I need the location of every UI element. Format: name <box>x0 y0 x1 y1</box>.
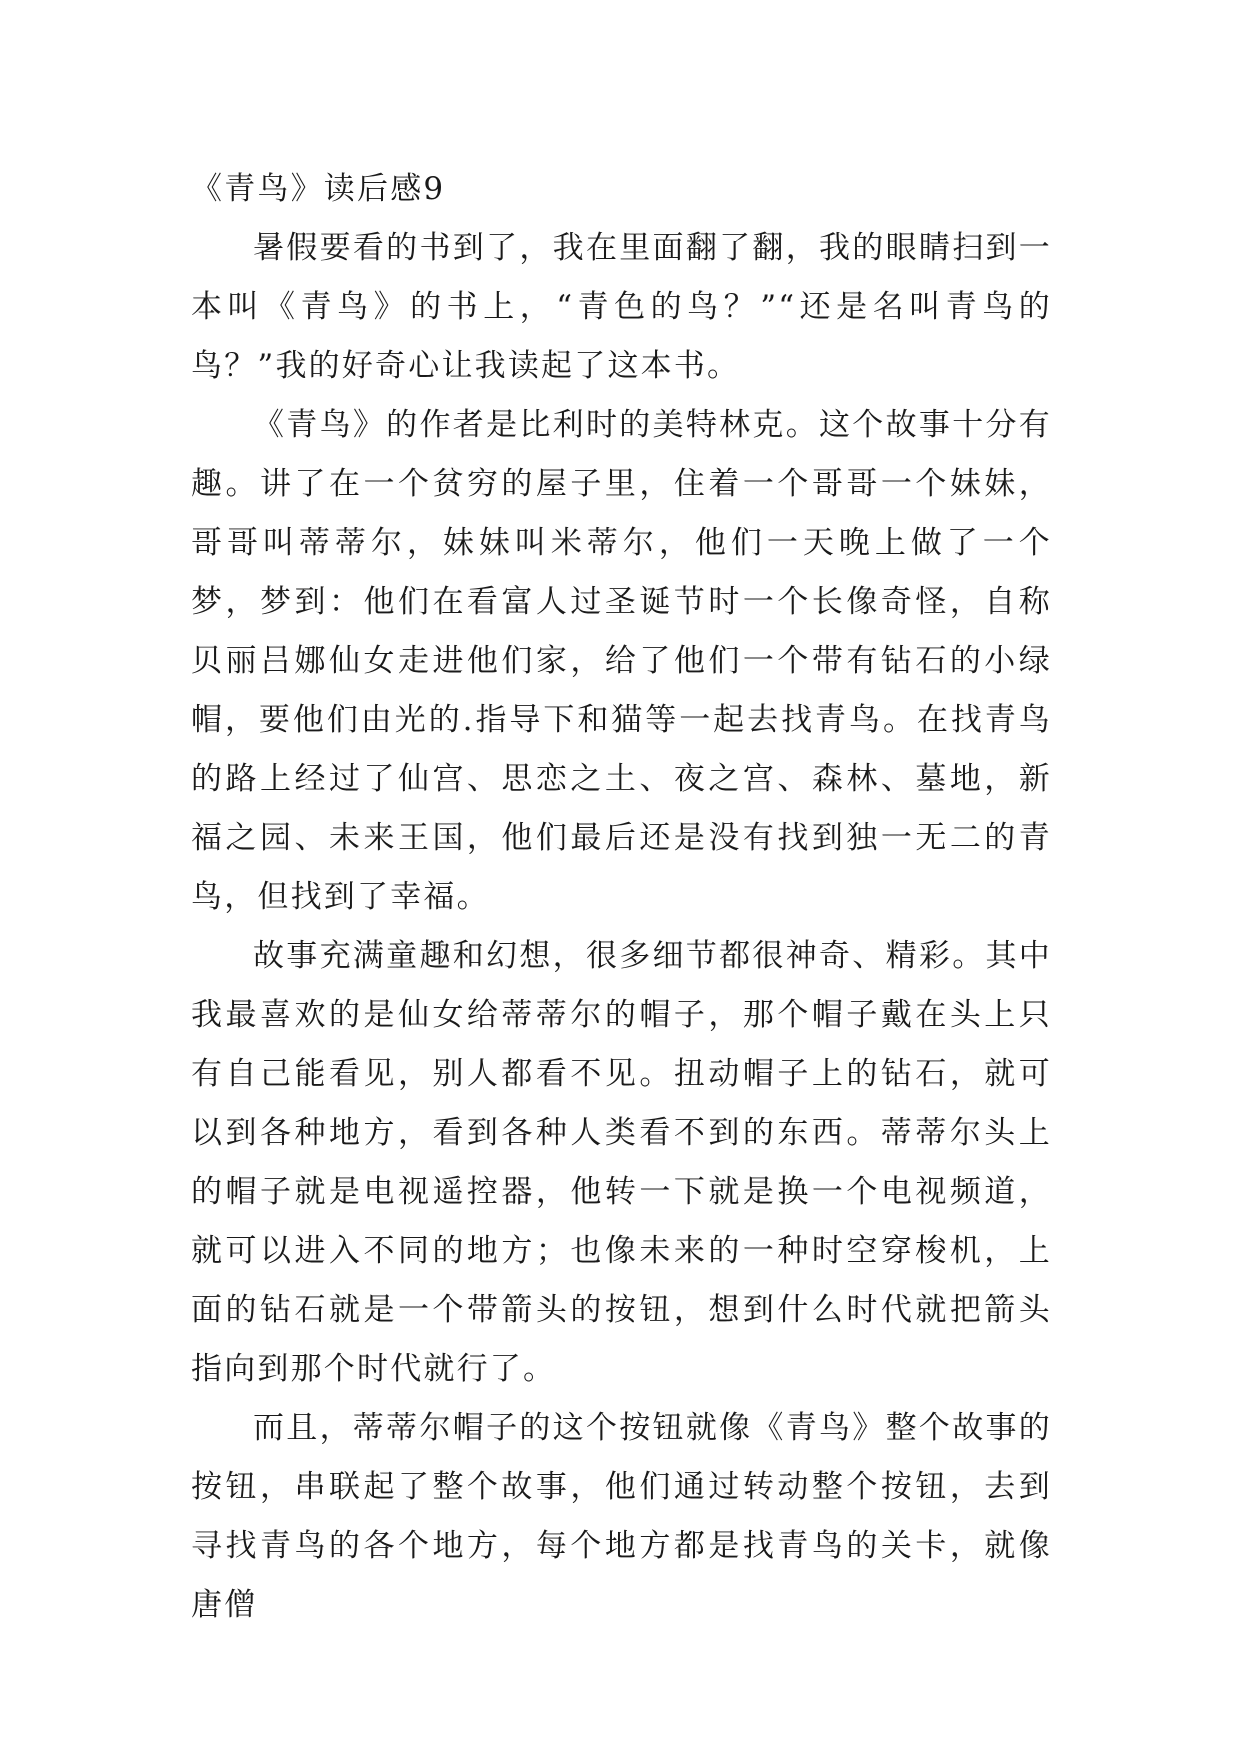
paragraph-3: 故事充满童趣和幻想，很多细节都很神奇、精彩。其中我最喜欢的是仙女给蒂蒂尔的帽子，那个帽子戴在头上只有自己能看见，别人都看不见。扭动帽子上的钻石，就可以到各种地方，看到各种人类看不到的东西。蒂蒂尔头上的帽子就是电视遥控器，他转一下就是换一个电视频道，就可以进入不同的地方；也像未来的一种时空穿梭机，上面的钻石就是一个带箭头的按钮，想到什么时代就把箭头指向到那个时代就行了。 <box>191 938 1052 1387</box>
document-title: 《青鸟》读后感9 <box>191 171 446 207</box>
paragraph-2: 《青鸟》的作者是比利时的美特林克。这个故事十分有趣。讲了在一个贫穷的屋子里，住着一个哥哥一个妹妹，哥哥叫蒂蒂尔，妹妹叫米蒂尔，他们一天晚上做了一个梦，梦到：他们在看富人过圣诞节时一个长像奇怪，自称贝丽吕娜仙女走进他们家，给了他们一个带有钻石的小绿帽，要他们由光的.指导下和猫等一起去找青鸟。在找青鸟的路上经过了仙宫、思恋之土、夜之宫、森林、墓地，新福之园、未来王国，他们最后还是没有找到独一无二的青鸟，但找到了幸福。 <box>191 407 1052 915</box>
document-body <box>191 160 1052 1635</box>
paragraph-4: 而且，蒂蒂尔帽子的这个按钮就像《青鸟》整个故事的按钮，串联起了整个故事，他们通过转动整个按钮，去到寻找青鸟的各个地方，每个地方都是找青鸟的关卡，就像唐僧 <box>191 1410 1052 1623</box>
paragraph-1: 暑假要看的书到了，我在里面翻了翻，我的眼睛扫到一本叫《青鸟》的书上，“青色的鸟？”“还是名叫青鸟的鸟？”我的好奇心让我读起了这本书。 <box>191 230 1052 384</box>
